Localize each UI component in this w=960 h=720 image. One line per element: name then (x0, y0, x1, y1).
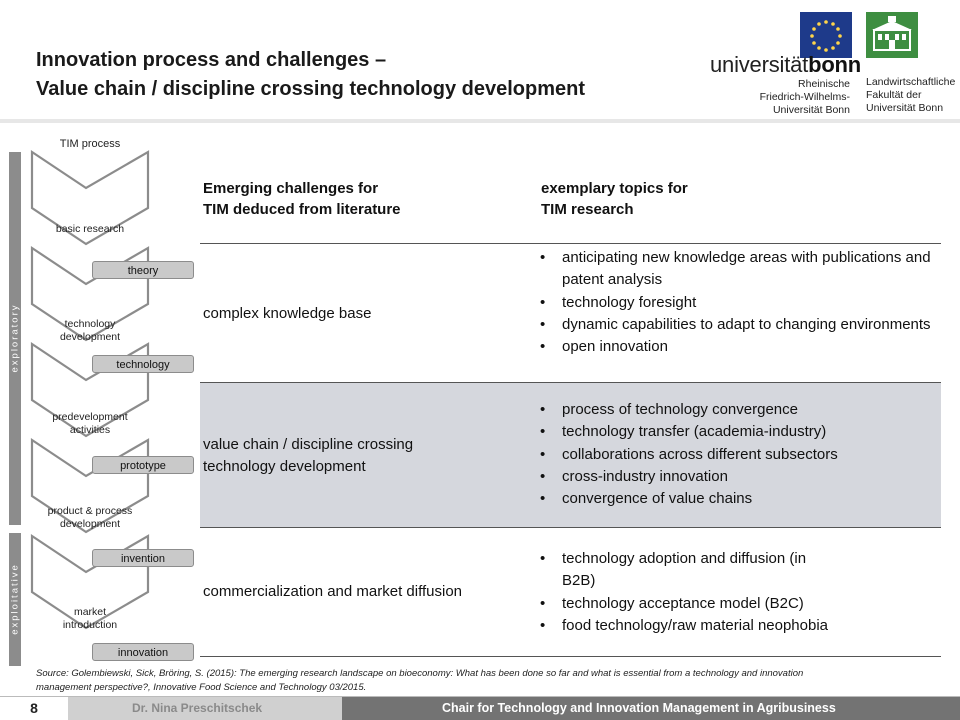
tim-process-heading: TIM process (59, 138, 121, 150)
exploratory-label: exploratory (9, 303, 21, 373)
footer-chair: Chair for Technology and Innovation Management in Agribusiness (342, 697, 960, 720)
list-item: • convergence of value chains (536, 488, 936, 510)
title-line-1: Innovation process and challenges – (36, 49, 387, 71)
list-item: • technology adoption and diffusion (in B2B) (536, 548, 836, 593)
title-line-2: Value chain / discipline crossing technology development (36, 78, 586, 100)
list-item: • anticipating new knowledge areas with publications and patent analysis (536, 247, 936, 292)
university-bonn-logo (710, 12, 862, 116)
slide-title (36, 46, 716, 104)
exploitative-label: exploitative (9, 563, 21, 635)
header-topics: exemplary topics for TIM research (541, 180, 688, 218)
stars-icon (808, 18, 844, 54)
table-row (200, 383, 941, 527)
tag-theory: theory (92, 261, 194, 279)
topics-list (536, 548, 836, 637)
list-item: • technology acceptance model (B2C) (536, 593, 836, 615)
challenge-cell: value chain / discipline crossing technology development (203, 436, 414, 475)
stage-market-introduction: market introduction (62, 606, 118, 631)
tag-prototype: prototype (92, 456, 194, 474)
list-item: • open innovation (536, 336, 936, 358)
stage-predevelopment-activities: predevelopment activities (52, 411, 128, 436)
table-rule-bottom (200, 656, 941, 657)
challenge-cell: complex knowledge base (203, 305, 372, 322)
topics-list (536, 247, 936, 358)
challenge-cell: commercialization and market diffusion (203, 583, 463, 600)
header-challenges: Emerging challenges for TIM deduced from literature (203, 180, 401, 218)
list-item: • collaborations across different subsectors (536, 444, 936, 466)
source-citation: Source: Golembiewski, Sick, Bröring, S. (2015): The emerging research landscape on bioeconomy: What has been done so far and what is essential from a technology and innovation management perspective?, Innovative Food Science and Technology 03/2015. (36, 668, 804, 693)
table-row (200, 244, 941, 382)
stage-technology-development: technology development (59, 318, 121, 343)
footer-author: Dr. Nina Preschitschek (68, 697, 342, 720)
faculty-subtitle: Landwirtschaftliche Fakultät der Universität Bonn (866, 76, 956, 114)
page-number: 8 (0, 697, 68, 720)
stage-basic-research: basic research (55, 223, 125, 235)
list-item: • dynamic capabilities to adapt to changing environments (536, 314, 936, 336)
topics-list (536, 399, 936, 510)
list-item: • food technology/raw material neophobia (536, 615, 836, 637)
bonn-subtitle: Rheinische Friedrich-Wilhelms- Universität Bonn (759, 78, 850, 116)
header-divider (0, 119, 960, 123)
faculty-building-icon (866, 12, 918, 58)
list-item: • cross-industry innovation (536, 466, 936, 488)
list-item: • technology foresight (536, 292, 936, 314)
list-item: • process of technology convergence (536, 399, 936, 421)
list-item: • technology transfer (academia-industry) (536, 421, 936, 443)
bonn-wordmark: universitätbonn (710, 52, 862, 77)
tag-invention: invention (92, 549, 194, 567)
tag-innovation: innovation (92, 643, 194, 661)
faculty-agriculture-logo (864, 12, 956, 112)
table-row (200, 528, 941, 656)
stage-product-process-development: product & process development (47, 505, 133, 530)
tag-technology: technology (92, 355, 194, 373)
